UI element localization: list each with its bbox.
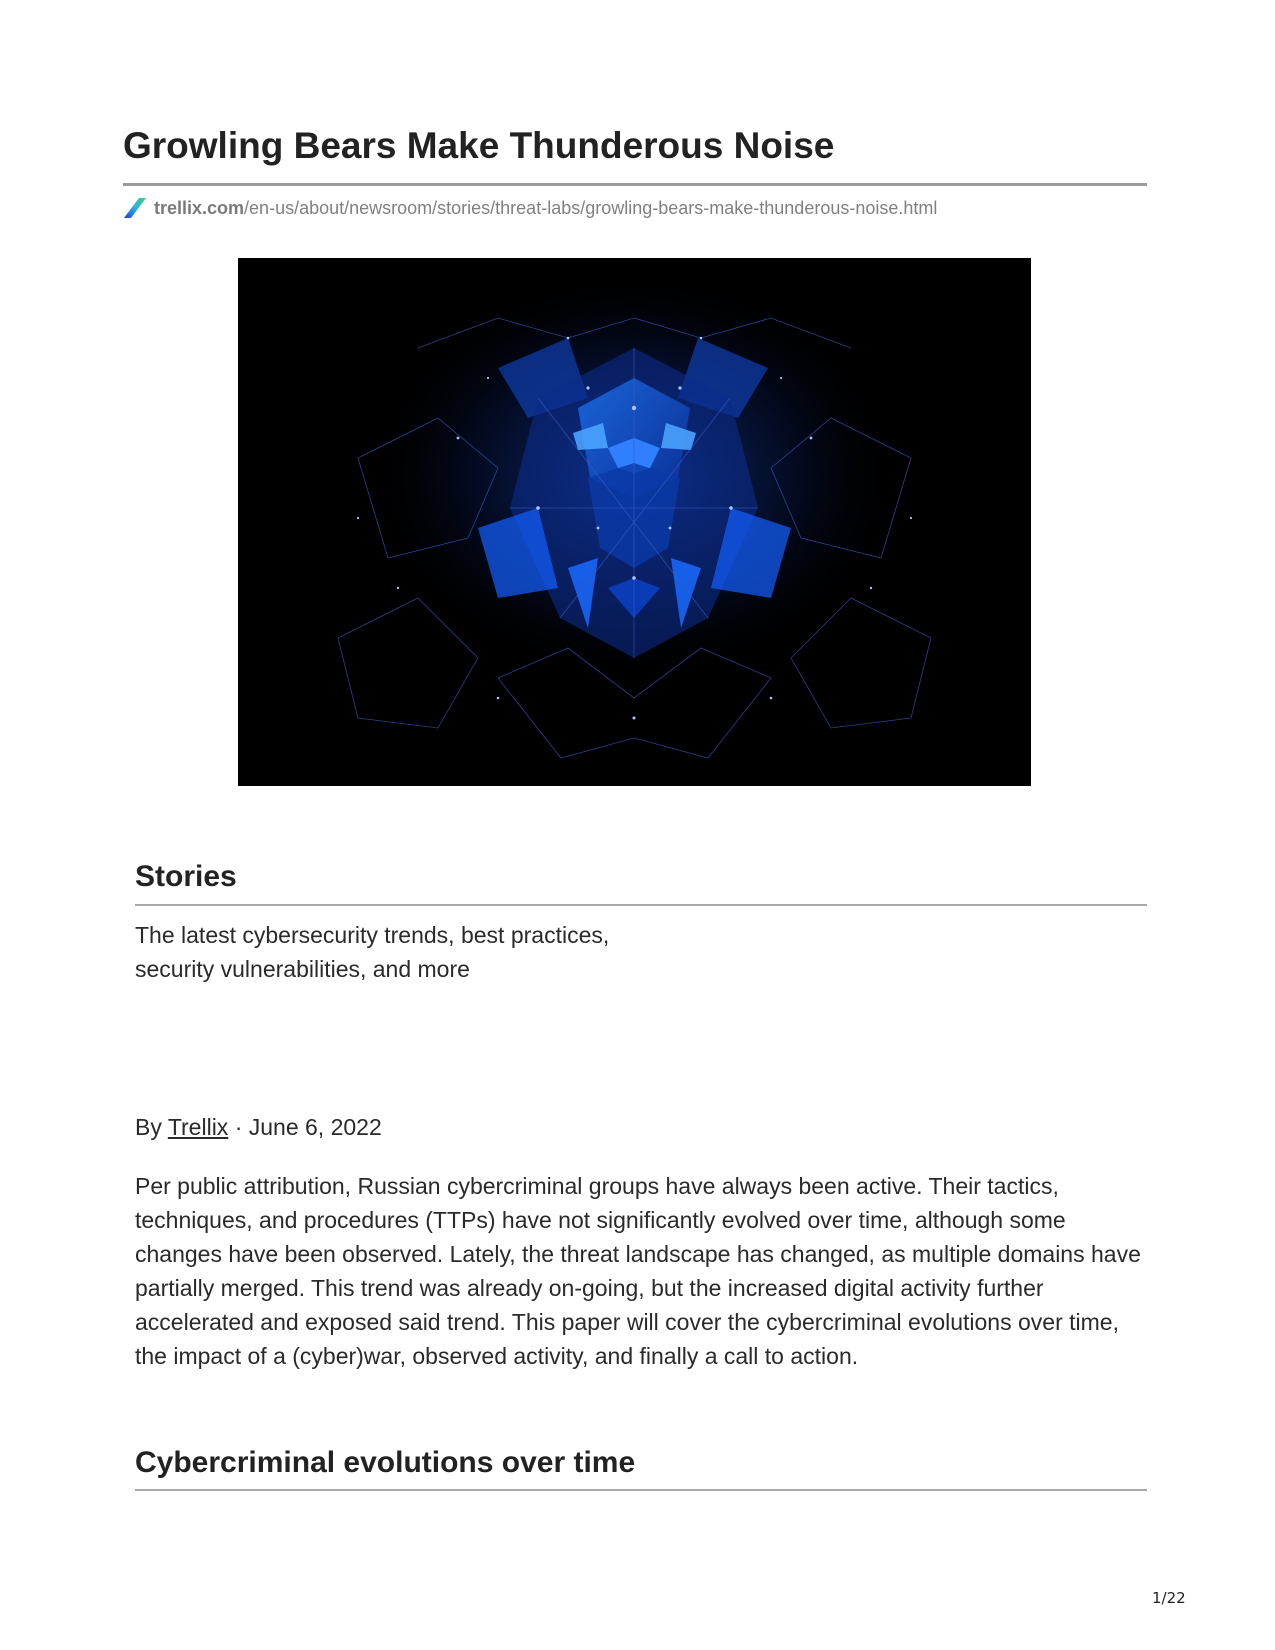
stories-heading: Stories (135, 860, 237, 893)
stories-tagline-line-2: security vulnerabilities, and more (135, 956, 470, 982)
source-url[interactable] (123, 196, 937, 220)
author-link[interactable]: Trellix (167, 1114, 229, 1140)
bear-wireframe-image (238, 258, 1031, 786)
source-domain: trellix.com (154, 197, 245, 218)
byline-prefix: By (135, 1114, 168, 1140)
byline-date: · June 6, 2022 (228, 1114, 382, 1140)
byline (135, 1110, 382, 1144)
stories-tagline-line-1: The latest cybersecurity trends, best practices, (135, 922, 610, 948)
section-heading: Cybercriminal evolutions over time (135, 1446, 636, 1479)
intro-paragraph: Per public attribution, Russian cybercriminal groups have always been active. Their tactics, techniques, and procedures (TTPs) have not significantly evolved over time, although some changes have been observed. Lately, the threat landscape has changed, as multiple domains have partially merged. This trend was already on-going, but the increased digital activity further accelerated and exposed said trend. This paper will cover the cybercriminal evolutions over time, the impact of a (cyber)war, observed activity, and finally a call to action. (135, 1173, 1141, 1369)
page-number: 1/22 (1152, 1589, 1186, 1607)
section-divider (135, 1489, 1147, 1491)
page-title: Growling Bears Make Thunderous Noise (123, 125, 835, 166)
stories-divider (135, 904, 1147, 906)
source-path: /en-us/about/newsroom/stories/threat-labs/growling-bears-make-thunderous-noise.html (244, 197, 938, 218)
hero-image (238, 258, 1031, 786)
trellix-logo-icon (123, 197, 147, 219)
title-divider (123, 183, 1147, 186)
